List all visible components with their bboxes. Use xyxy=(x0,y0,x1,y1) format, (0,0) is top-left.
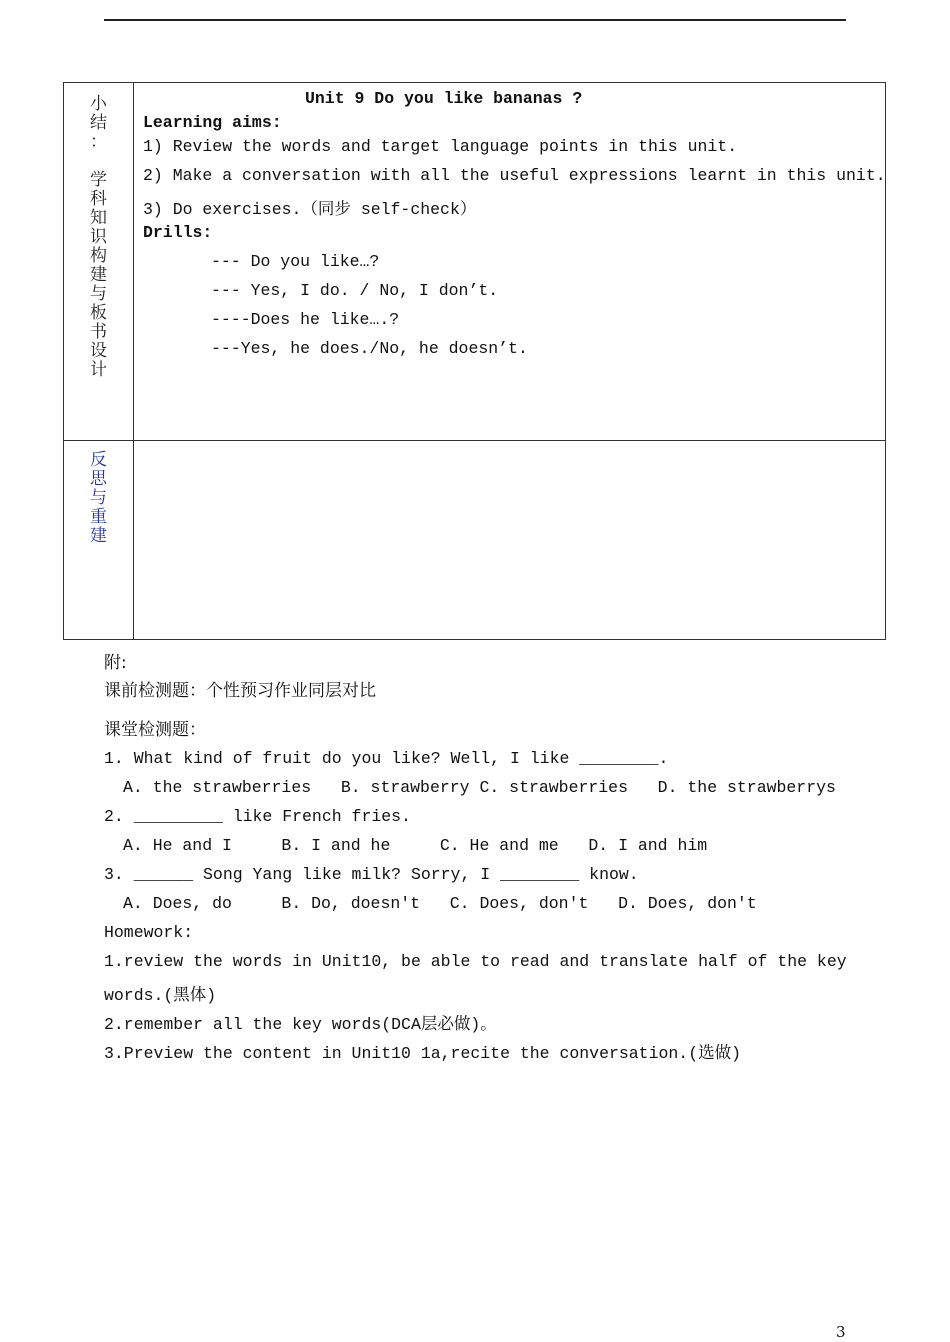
label-char: 知 xyxy=(90,208,107,228)
unit-title: Unit 9 Do you like bananas ? xyxy=(305,89,583,108)
homework-item-continued: words.(黑体) xyxy=(104,986,217,1005)
label-char: 计 xyxy=(90,360,107,380)
label-char: 建 xyxy=(90,265,107,285)
question-options: A. Does, do B. Do, doesn't C. Does, don't D. Does, don't xyxy=(123,894,757,913)
in-class-test-heading: 课堂检测题： xyxy=(104,720,206,740)
aim-item: 1) Review the words and target language points in this unit. xyxy=(143,137,738,156)
drill-line: ---Yes, he does./No, he doesn’t. xyxy=(211,339,528,358)
question-stem: 1. What kind of fruit do you like? Well, I like ________. xyxy=(104,749,669,768)
label-char: 识 xyxy=(90,227,107,247)
label-char xyxy=(64,152,133,171)
row-divider xyxy=(64,440,885,441)
lesson-table xyxy=(63,82,886,640)
label-char: 与 xyxy=(90,488,107,508)
label-char: 建 xyxy=(90,526,107,546)
question-stem: 2. _________ like French fries. xyxy=(104,807,411,826)
label-char: 重 xyxy=(90,507,107,527)
learning-aims-heading: Learning aims: xyxy=(143,113,282,132)
label-char: 构 xyxy=(90,246,107,266)
label-char: 板 xyxy=(90,303,107,323)
page-number: 3 xyxy=(836,1323,846,1341)
question-options: A. He and I B. I and he C. He and me D. I and him xyxy=(123,836,708,855)
pre-class-test-heading: 课前检测题：个性预习作业同层对比 xyxy=(104,681,376,701)
drill-line: ----Does he like….? xyxy=(211,310,400,329)
label-char: 思 xyxy=(90,469,107,489)
summary-side-label xyxy=(64,95,133,380)
label-char: 反 xyxy=(90,450,107,470)
reflection-side-label xyxy=(64,451,133,546)
homework-item: 3.Preview the content in Unit10 1a,recite the conversation.(选做) xyxy=(104,1044,741,1063)
homework-heading: Homework: xyxy=(104,923,194,942)
aim-item: 2) Make a conversation with all the useful expressions learnt in this unit. xyxy=(143,166,886,185)
drill-line: --- Yes, I do. / No, I don’t. xyxy=(211,281,499,300)
question-stem: 3. ______ Song Yang like milk? Sorry, I ________ know. xyxy=(104,865,639,884)
appendix-label: 附: xyxy=(104,653,127,673)
label-char: 设 xyxy=(90,341,107,361)
homework-item: 2.remember all the key words(DCA层必做)。 xyxy=(104,1015,497,1034)
label-char: ： xyxy=(90,132,107,152)
label-char: 科 xyxy=(90,189,107,209)
label-char: 书 xyxy=(90,322,107,342)
drills-heading: Drills: xyxy=(143,223,213,242)
column-divider xyxy=(133,83,134,639)
label-char: 学 xyxy=(90,170,107,190)
label-char: 小 xyxy=(90,94,107,114)
label-char: 结 xyxy=(90,113,107,133)
label-char: 与 xyxy=(90,284,107,304)
homework-item: 1.review the words in Unit10, be able to read and translate half of the key xyxy=(104,952,847,971)
question-options: A. the strawberries B. strawberry C. strawberries D. the strawberrys xyxy=(123,778,836,797)
drill-line: --- Do you like…? xyxy=(211,252,380,271)
header-rule xyxy=(104,19,846,21)
aim-item: 3) Do exercises.（同步 self-check） xyxy=(143,200,477,219)
